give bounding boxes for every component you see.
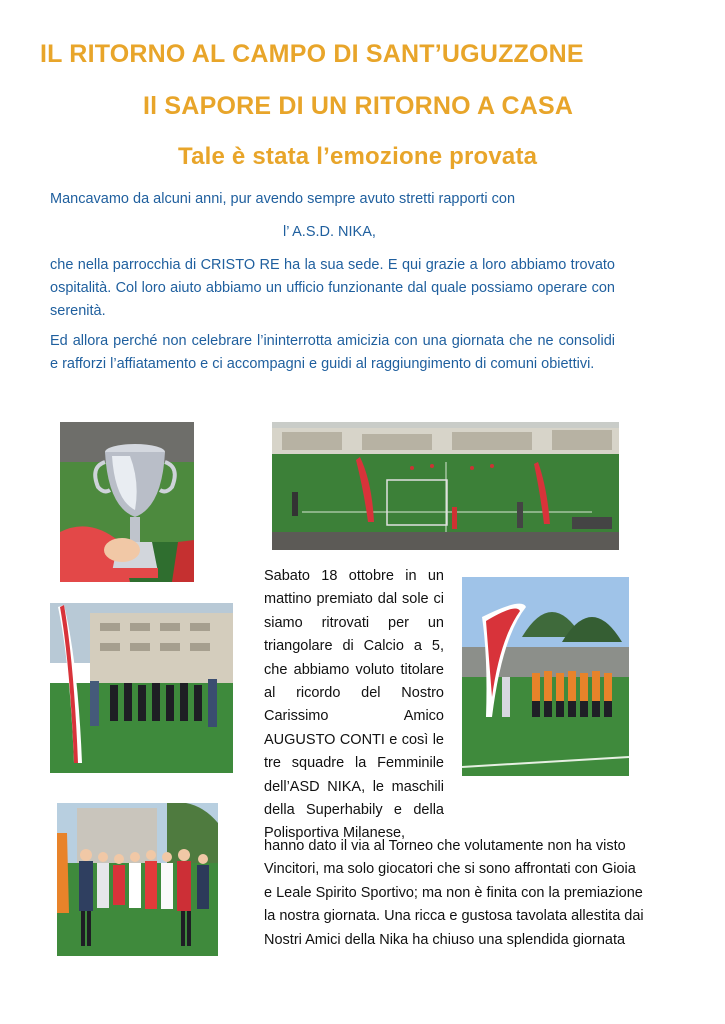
intro-paragraph-2: che nella parrocchia di CRISTO RE ha la sua sede. E qui grazie a loro abbiamo trovato ospitalità. Col loro aiuto abbiamo un ufficio funzionante dal quale possiamo operare con serenità.: [50, 257, 615, 319]
trophy-photo: [60, 422, 194, 582]
field-overview-photo: [272, 422, 619, 550]
page-subtitle: Il SAPORE DI UN RITORNO A CASA: [143, 92, 574, 120]
awards-photo: [57, 803, 218, 956]
intro-line-1: Mancavamo da alcuni anni, pur avendo sempre avuto stretti rapporti con: [50, 191, 516, 207]
intro-paragraph-3: Ed allora perché non celebrare l’ininterrotta amicizia con una giornata che ne consolidi e rafforzi l’affiatamento e ci accompagni e guidi al raggiungimento di comuni obiettivi.: [50, 333, 615, 372]
orange-team-photo: [462, 577, 629, 776]
team-lineup-photo: [50, 603, 233, 773]
story-column: Sabato 18 ottobre in un mattino premiato dal sole ci siamo ritrovati per un triangolare di Calcio a 5, che abbiamo voluto titolare al ricordo del Nostro Carissimo Amico AUGUSTO CONTI e così le tre squadre la Femminile dell’ASD NIKA, le maschili della Superhabily e della Polisportiva Milanese,: [264, 568, 444, 842]
intro-line-2: l’ A.S.D. NIKA,: [283, 224, 376, 240]
page-title: IL RITORNO AL CAMPO DI SANT’UGUZZONE: [40, 40, 584, 68]
story-continuation: hanno dato il via al Torneo che volutamente non ha visto Vincitori, ma solo giocatori che si sono affrontati con Gioia e Leale Spirito Sportivo; ma non è finita con la premiazione la nostra giornata. Una ricca e gustosa tavolata allestita dai Nostri Amici della Nika ha chiuso una splendida giornata: [264, 838, 644, 948]
page-tagline: Tale è stata l’emozione provata: [178, 143, 538, 170]
